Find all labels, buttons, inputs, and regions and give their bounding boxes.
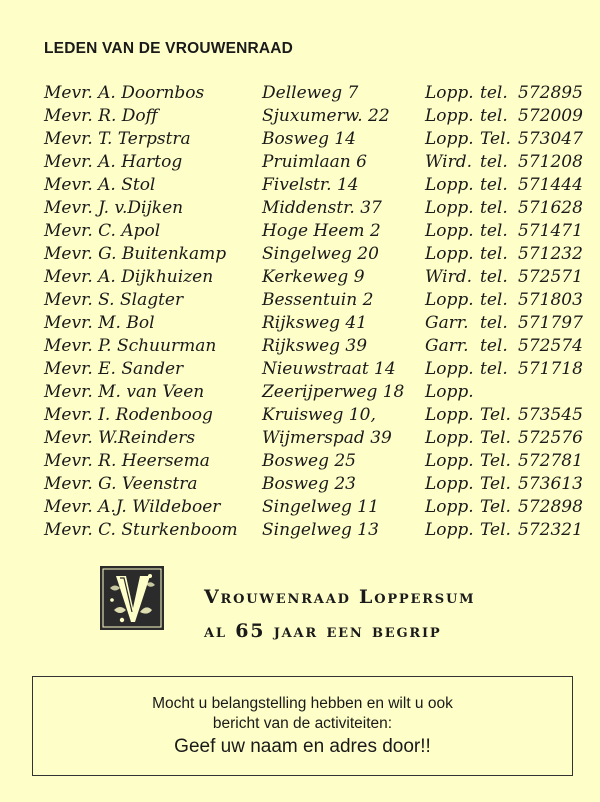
member-name: Mevr. M. van Veen (44, 382, 205, 402)
member-row (0, 450, 600, 473)
member-address: Bosweg 14 (262, 129, 356, 149)
member-tel-label: tel. (480, 336, 508, 356)
member-town: Lopp. (425, 175, 474, 195)
member-name: Mevr. W.Reinders (44, 428, 196, 448)
member-town: Lopp. (425, 198, 474, 218)
member-town: Lopp. (425, 405, 474, 425)
member-name: Mevr. J. v.Dijken (44, 198, 184, 218)
member-address: Rijksweg 39 (262, 336, 368, 356)
member-row (0, 105, 600, 128)
member-tel-label: Tel. (480, 474, 511, 494)
member-name: Mevr. T. Terpstra (44, 129, 191, 149)
member-phone: 571471 (518, 221, 583, 241)
member-address: Nieuwstraat 14 (262, 359, 396, 379)
member-phone: 571628 (518, 198, 583, 218)
member-tel-label: tel. (480, 198, 508, 218)
member-name: Mevr. A.J. Wildeboer (44, 497, 221, 517)
member-name: Mevr. C. Sturkenboom (44, 520, 238, 540)
member-town: Lopp. (425, 83, 474, 103)
info-line-1: Mocht u belangstelling hebben en wilt u ook (152, 695, 453, 712)
ornamental-v-logo-icon (100, 566, 164, 630)
member-tel-label: Tel. (480, 451, 511, 471)
member-address: Wijmerspad 39 (262, 428, 392, 448)
member-row (0, 312, 600, 335)
member-tel-label: Tel. (480, 520, 511, 540)
member-phone: 571208 (518, 152, 583, 172)
member-name: Mevr. R. Doff (44, 106, 158, 126)
member-town: Garr. (425, 336, 469, 356)
member-town: Lopp. (425, 129, 474, 149)
member-name: Mevr. R. Heersema (44, 451, 210, 471)
member-town: Lopp. (425, 106, 474, 126)
member-row (0, 266, 600, 289)
member-town: Wird. (425, 152, 473, 172)
member-town: Lopp. (425, 474, 474, 494)
member-name: Mevr. G. Veenstra (44, 474, 198, 494)
member-row (0, 404, 600, 427)
member-tel-label: Tel. (480, 428, 511, 448)
member-address: Kerkeweg 9 (262, 267, 365, 287)
member-town: Lopp. (425, 359, 474, 379)
member-name: Mevr. A. Stol (44, 175, 156, 195)
member-address: Fivelstr. 14 (262, 175, 359, 195)
member-row (0, 82, 600, 105)
member-address: Rijksweg 41 (262, 313, 368, 333)
member-name: Mevr. S. Slagter (44, 290, 184, 310)
member-tel-label: Tel. (480, 405, 511, 425)
member-tel-label: tel. (480, 313, 508, 333)
member-tel-label: tel. (480, 359, 508, 379)
member-town: Lopp. (425, 520, 474, 540)
member-name: Mevr. A. Doornbos (44, 83, 205, 103)
member-address: Sjuxumerw. 22 (262, 106, 390, 126)
member-address: Zeerijperweg 18 (262, 382, 405, 402)
member-town: Lopp. (425, 451, 474, 471)
member-phone: 572009 (518, 106, 583, 126)
member-address: Pruimlaan 6 (262, 152, 367, 172)
member-row (0, 289, 600, 312)
member-phone: 571232 (518, 244, 583, 264)
member-row (0, 151, 600, 174)
member-row (0, 243, 600, 266)
member-phone: 572781 (518, 451, 583, 471)
member-row (0, 473, 600, 496)
member-town: Lopp. (425, 382, 474, 402)
member-row (0, 335, 600, 358)
member-tel-label: tel. (480, 290, 508, 310)
member-name: Mevr. E. Sander (44, 359, 184, 379)
member-row (0, 174, 600, 197)
member-address: Kruisweg 10, (262, 405, 376, 425)
member-tel-label: tel. (480, 175, 508, 195)
member-row (0, 427, 600, 450)
member-tel-label: tel. (480, 106, 508, 126)
member-phone: 572898 (518, 497, 583, 517)
member-tel-label: tel. (480, 221, 508, 241)
member-row (0, 197, 600, 220)
member-row (0, 381, 600, 404)
member-tel-label: tel. (480, 83, 508, 103)
member-row (0, 519, 600, 542)
member-phone: 571803 (518, 290, 583, 310)
member-address: Bosweg 23 (262, 474, 356, 494)
member-name: Mevr. M. Bol (44, 313, 155, 333)
org-title: Vrouwenraad Loppersum (204, 586, 476, 608)
member-row (0, 358, 600, 381)
member-name: Mevr. A. Dijkhuizen (44, 267, 214, 287)
member-name: Mevr. A. Hartog (44, 152, 183, 172)
member-town: Garr. (425, 313, 469, 333)
page-heading: LEDEN VAN DE VROUWENRAAD (44, 40, 294, 57)
member-tel-label: tel. (480, 267, 508, 287)
member-phone: 572571 (518, 267, 583, 287)
member-town: Wird. (425, 267, 473, 287)
member-name: Mevr. C. Apol (44, 221, 161, 241)
info-box (32, 676, 573, 776)
member-address: Hoge Heem 2 (262, 221, 381, 241)
member-address: Bessentuin 2 (262, 290, 374, 310)
member-name: Mevr. P. Schuurman (44, 336, 217, 356)
member-town: Lopp. (425, 428, 474, 448)
member-address: Singelweg 20 (262, 244, 379, 264)
member-row (0, 496, 600, 519)
member-town: Lopp. (425, 221, 474, 241)
member-address: Singelweg 11 (262, 497, 379, 517)
member-phone: 573047 (518, 129, 583, 149)
member-phone: 572321 (518, 520, 583, 540)
member-phone: 573613 (518, 474, 583, 494)
member-tel-label: Tel. (480, 129, 511, 149)
member-row (0, 128, 600, 151)
member-phone: 572576 (518, 428, 583, 448)
member-phone: 573545 (518, 405, 583, 425)
member-name: Mevr. I. Rodenboog (44, 405, 213, 425)
member-phone: 572574 (518, 336, 583, 356)
member-town: Lopp. (425, 497, 474, 517)
info-line-2: bericht van de activiteiten: (212, 715, 393, 732)
member-tel-label: Tel. (480, 497, 511, 517)
info-call-to-action: Geef uw naam en adres door!! (174, 736, 431, 757)
org-subtitle: al 65 jaar een begrip (204, 620, 442, 642)
member-address: Singelweg 13 (262, 520, 379, 540)
member-phone: 571718 (518, 359, 583, 379)
member-address: Bosweg 25 (262, 451, 356, 471)
member-town: Lopp. (425, 244, 474, 264)
member-address: Middenstr. 37 (262, 198, 382, 218)
member-phone: 571444 (518, 175, 583, 195)
member-phone: 571797 (518, 313, 583, 333)
member-address: Delleweg 7 (262, 83, 359, 103)
member-town: Lopp. (425, 290, 474, 310)
member-phone: 572895 (518, 83, 583, 103)
member-tel-label: tel. (480, 244, 508, 264)
member-tel-label: tel. (480, 152, 508, 172)
member-row (0, 220, 600, 243)
member-name: Mevr. G. Buitenkamp (44, 244, 227, 264)
